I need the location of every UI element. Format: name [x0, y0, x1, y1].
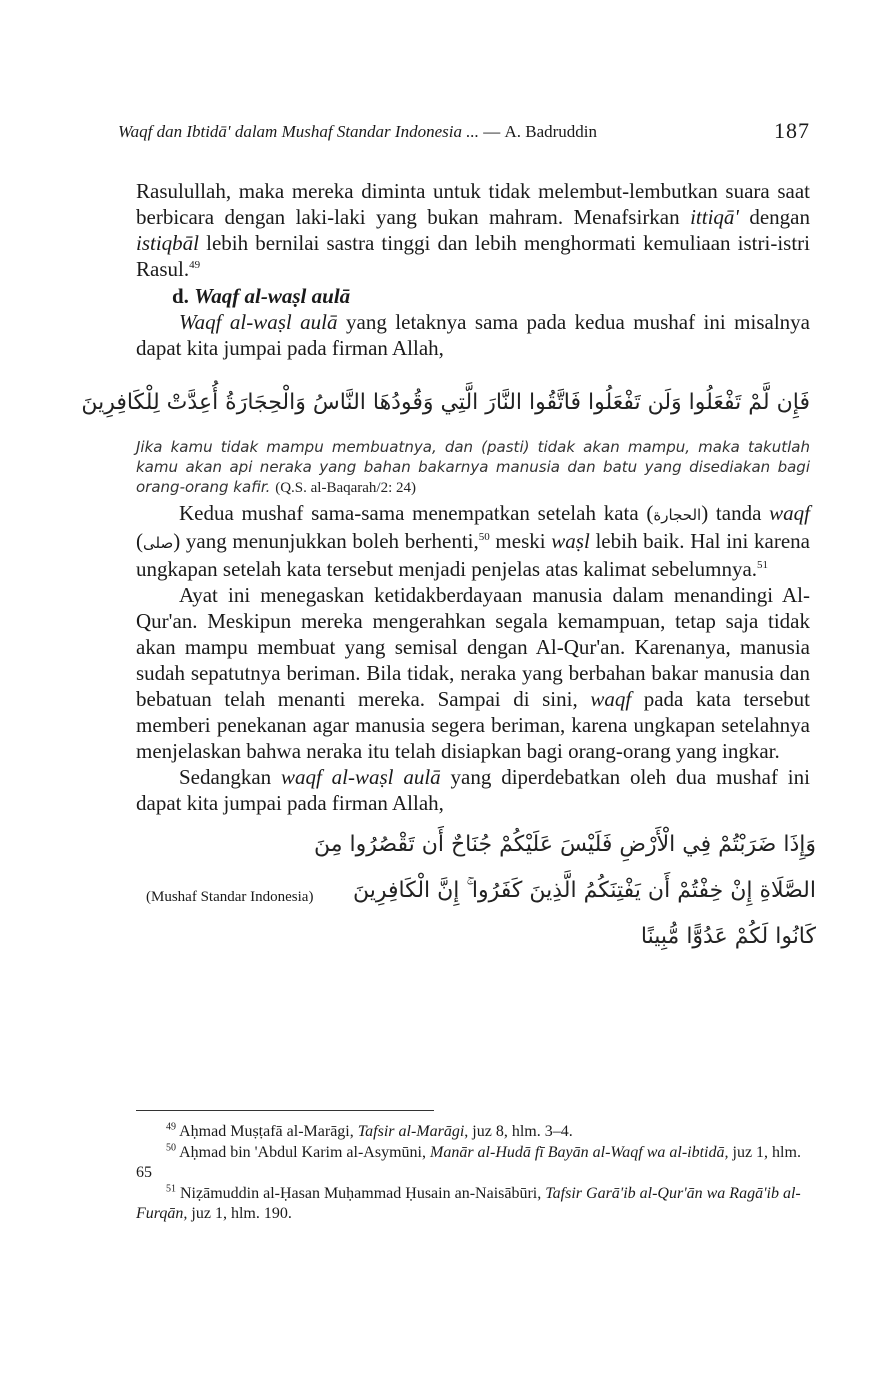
footnote-locator: , juz 8, hlm. 3–4.	[464, 1123, 573, 1140]
header-title-text: Waqf dan Ibtidā' dalam Mushaf Standar Indonesia ...	[118, 122, 479, 141]
verse-translation	[136, 437, 810, 498]
p1-text-c: dengan	[738, 205, 810, 229]
footnote-51	[136, 1184, 810, 1224]
footnotes	[136, 1122, 810, 1225]
footnote-50	[136, 1143, 810, 1183]
footnote-ref-51[interactable]: 51	[757, 559, 769, 571]
footnote-number: 51	[166, 1183, 176, 1195]
paragraph-2	[136, 309, 810, 361]
footnote-number: 49	[166, 1121, 176, 1133]
verse-line-3: كَانُوا لَكُمْ عَدُوًّا مُّبِينًا	[640, 924, 816, 949]
footnote-divider	[136, 1110, 434, 1111]
footnote-work: Tafsir al-Marāgi	[357, 1123, 465, 1140]
footnote-49	[136, 1122, 810, 1142]
footnote-locator: juz 1, hlm. 65	[136, 1144, 801, 1181]
p1-text-a: Rasulullah, maka mereka diminta untuk tidak melembut-lembutkan suara saat berbicara dengan laki-laki yang bukan mahram. Menafsirkan	[136, 179, 810, 229]
footnote-ref-50[interactable]: 50	[478, 531, 490, 543]
footnote-author: Aḥmad bin 'Abdul Karim al-Asymūni,	[179, 1144, 430, 1161]
footnote-locator: juz 1, hlm. 190.	[187, 1205, 292, 1222]
verse-lines	[313, 822, 816, 960]
translation-text: Jika kamu tidak mampu membuatnya, dan (pasti) tidak akan mampu, maka takutlah kamu akan api neraka yang bahan bakarnya manusia dan batu yang disediakan bagi orang-orang kafir.	[136, 438, 810, 496]
p4-text-c: pada kata tersebut memberi penekanan agar manusia segera beriman, karena ungkapan setelahnya menjelaskan bahwa neraka itu telah disiapkan bagi orang-orang yang ingkar.	[136, 687, 811, 763]
header-author: A. Badruddin	[504, 122, 597, 141]
p1-term-istiqbal: istiqbāl	[136, 231, 200, 255]
p3-text-f: meski	[489, 529, 552, 553]
p4-term-waqf: waqf	[590, 687, 632, 711]
running-title	[118, 122, 597, 142]
verse-line-1: وَإِذَا ضَرَبْتُمْ فِي الْأَرْضِ فَلَيْسَ عَلَيْكُمْ جُنَاحٌ أَن تَقْصُرُوا مِنَ	[313, 832, 816, 857]
subheading-number: d.	[172, 284, 189, 308]
p5-term: waqf al-waṣl aulā	[280, 765, 441, 789]
verse-line-2: الصَّلَاةِ إِنْ خِفْتُمْ أَن يَفْتِنَكُمُ الَّذِينَ كَفَرُوا ۚ إِنَّ الْكَافِرِينَ	[352, 878, 816, 903]
p4-text-a: Ayat ini menegaskan ketidakberdayaan manusia dalam menandingi Al-Qur'an. Meskipun mereka mengerahkan segala kemampuan, tetap saja tidak akan mampu membuat yang semisal dengan Al-Qur'an. Karenanya, manusia sudah sepatutnya beriman. Bila tidak, neraka yang berbahan bakar manusia dan bebatuan telah menanti mereka. Sampai di sini,	[136, 583, 810, 711]
footnote-number: 50	[166, 1142, 176, 1154]
quran-verse-block	[136, 822, 816, 972]
paragraph-3	[136, 500, 810, 582]
paragraph-4	[136, 582, 810, 764]
p3-waqf-sign: صلى	[143, 534, 174, 552]
footnote-work: Tafsir Garā'ib al-Qur'ān wa Ragā'ib al-Furqān,	[136, 1185, 801, 1222]
footnote-author: Aḥmad Muṣṭafā al-Marāgi,	[179, 1123, 358, 1140]
subheading-title: Waqf al-waṣl aulā	[194, 284, 351, 308]
main-text	[81, 178, 816, 972]
p3-term-wasl: waṣl	[551, 529, 590, 553]
p3-text-b: ) tanda	[701, 501, 770, 525]
p3-text-e: ) yang menunjukkan boleh berhenti,	[173, 529, 479, 553]
paragraph-1	[136, 178, 810, 282]
page-number: 187	[774, 118, 810, 143]
p3-text-h: lebih baik. Hal ini karena ungkapan setelah kata tersebut menjadi penjelas atas kalimat sebelumnya.	[136, 529, 810, 581]
p2-text: yang letaknya sama pada kedua mushaf ini misalnya dapat kita jumpai pada firman Allah,	[136, 310, 810, 360]
quran-verse-baqarah-24: فَإِن لَّمْ تَفْعَلُوا وَلَن تَفْعَلُوا فَاتَّقُوا النَّارَ الَّتِي وَقُودُهَا النَّاسُ وَالْحِجَارَةُ أُعِدَّتْ لِلْكَافِرِينَ	[81, 390, 810, 415]
paragraph-5	[136, 764, 810, 816]
p2-term: Waqf al-waṣl aulā	[179, 310, 338, 334]
running-header	[118, 120, 810, 144]
p1-text-e: lebih bernilai sastra tinggi dan lebih menghormati kemuliaan istri-istri Rasul.	[136, 231, 810, 281]
footnote-work: Manār al-Hudā fī Bayān al-Waqf wa al-ibtidā,	[429, 1144, 729, 1161]
mushaf-label: (Mushaf Standar Indonesia)	[146, 889, 314, 905]
footnote-author: Niẓāmuddin al-Ḥasan Muḥammad Ḥusain an-Naisābūri,	[180, 1185, 546, 1202]
header-separator: —	[483, 122, 501, 141]
p5-text-c: yang diperdebatkan oleh dua mushaf ini dapat kita jumpai pada firman Allah,	[136, 765, 810, 815]
p3-text-a: Kedua mushaf sama-sama menempatkan setelah kata (	[179, 501, 654, 525]
p3-text-d: (	[136, 529, 143, 553]
p3-term-waqf: waqf	[769, 501, 810, 525]
p1-term-ittiqa: ittiqā'	[690, 205, 739, 229]
footnote-ref-49[interactable]: 49	[189, 259, 201, 271]
subheading	[136, 283, 810, 309]
p3-arabic-word: الحجارة	[653, 506, 702, 524]
p5-text-a: Sedangkan	[179, 765, 281, 789]
verse-reference: (Q.S. al-Baqarah/2: 24)	[275, 480, 417, 496]
